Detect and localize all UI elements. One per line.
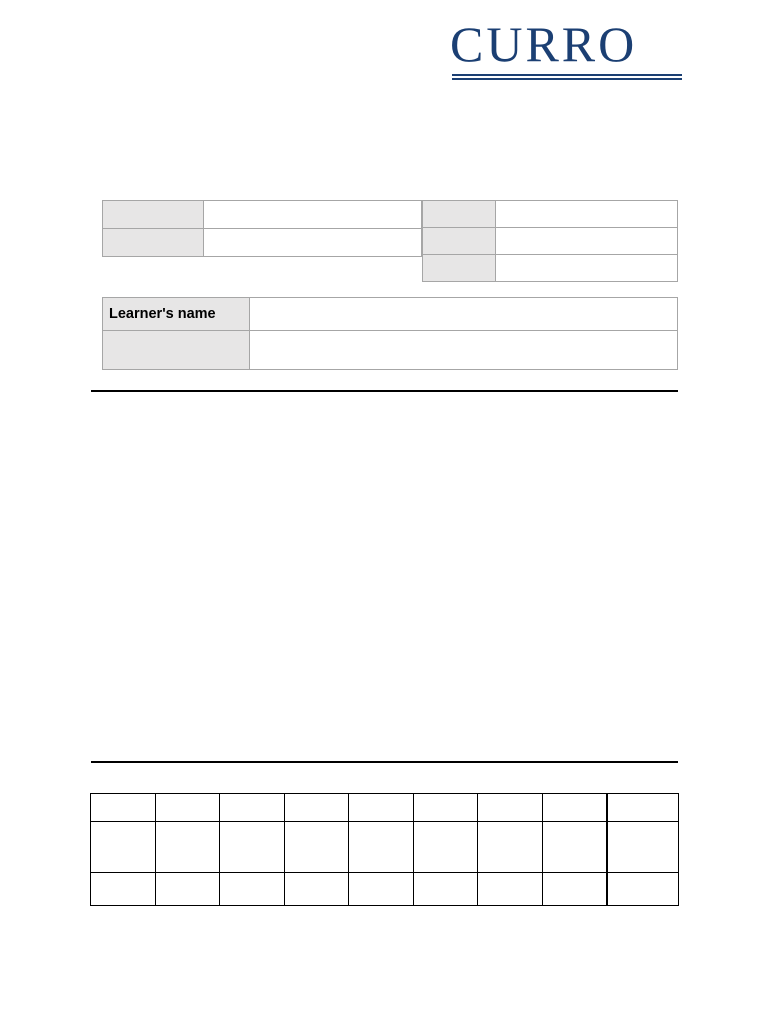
info-left-value-1[interactable] bbox=[204, 201, 422, 229]
marks-cell[interactable] bbox=[220, 794, 285, 822]
marks-total-cell[interactable] bbox=[607, 822, 678, 873]
info-right-row-1 bbox=[423, 201, 678, 228]
marks-row-1 bbox=[91, 794, 679, 822]
learner-name-row bbox=[103, 298, 678, 331]
marks-cell[interactable] bbox=[413, 822, 478, 873]
marks-cell[interactable] bbox=[349, 794, 414, 822]
marks-total-cell[interactable] bbox=[607, 873, 678, 906]
info-right-label-2 bbox=[423, 228, 496, 255]
learner-second-label-cell bbox=[103, 331, 250, 370]
marks-row-3 bbox=[91, 873, 679, 906]
logo-underline-bottom bbox=[452, 78, 682, 80]
section-divider-bottom bbox=[91, 761, 678, 763]
info-left-row-2 bbox=[103, 229, 422, 257]
info-left-value-2[interactable] bbox=[204, 229, 422, 257]
info-table-right bbox=[422, 200, 678, 282]
learner-second-field[interactable] bbox=[250, 331, 678, 370]
learner-name-label-cell bbox=[103, 298, 250, 331]
info-left-row-1 bbox=[103, 201, 422, 229]
info-right-label-3 bbox=[423, 255, 496, 282]
marks-cell[interactable] bbox=[155, 873, 220, 906]
logo-wordmark: CURRO bbox=[450, 16, 638, 72]
info-left-label-2 bbox=[103, 229, 204, 257]
marks-row-2 bbox=[91, 822, 679, 873]
learner-table bbox=[102, 297, 678, 370]
logo-underline-top bbox=[452, 74, 682, 76]
info-right-value-2[interactable] bbox=[496, 228, 678, 255]
marks-cell[interactable] bbox=[413, 794, 478, 822]
marks-cell[interactable] bbox=[349, 822, 414, 873]
info-right-row-2 bbox=[423, 228, 678, 255]
marks-cell[interactable] bbox=[91, 873, 156, 906]
marks-cell[interactable] bbox=[220, 873, 285, 906]
marks-cell[interactable] bbox=[413, 873, 478, 906]
marks-cell[interactable] bbox=[478, 822, 543, 873]
marks-cell[interactable] bbox=[284, 873, 349, 906]
marks-cell[interactable] bbox=[478, 794, 543, 822]
marks-cell[interactable] bbox=[220, 822, 285, 873]
marks-cell[interactable] bbox=[349, 873, 414, 906]
info-left-label-1 bbox=[103, 201, 204, 229]
info-right-value-3[interactable] bbox=[496, 255, 678, 282]
section-divider-top bbox=[91, 390, 678, 392]
marks-cell[interactable] bbox=[542, 822, 607, 873]
info-table-left bbox=[102, 200, 422, 257]
curro-logo bbox=[448, 18, 684, 80]
marks-cell[interactable] bbox=[542, 873, 607, 906]
marks-cell[interactable] bbox=[155, 822, 220, 873]
info-right-value-1[interactable] bbox=[496, 201, 678, 228]
learner-name-field[interactable] bbox=[250, 298, 678, 331]
marks-cell[interactable] bbox=[478, 873, 543, 906]
marks-table bbox=[90, 793, 679, 906]
info-right-label-1 bbox=[423, 201, 496, 228]
marks-cell[interactable] bbox=[155, 794, 220, 822]
info-right-row-3 bbox=[423, 255, 678, 282]
learner-name-label: Learner's name bbox=[109, 306, 216, 322]
marks-cell[interactable] bbox=[91, 822, 156, 873]
marks-cell[interactable] bbox=[284, 822, 349, 873]
marks-cell[interactable] bbox=[284, 794, 349, 822]
marks-cell[interactable] bbox=[542, 794, 607, 822]
learner-second-row bbox=[103, 331, 678, 370]
marks-cell[interactable] bbox=[91, 794, 156, 822]
marks-total-cell[interactable] bbox=[607, 794, 678, 822]
